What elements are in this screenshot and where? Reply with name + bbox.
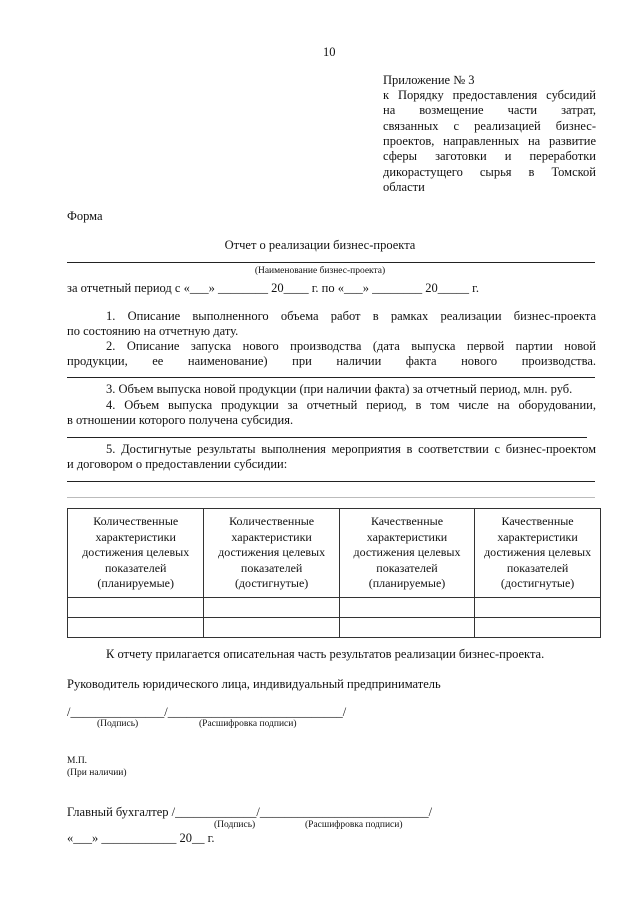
appendix-title: Приложение № 3 (383, 73, 475, 87)
item-5-line1: 5. Достигнутые результаты выполнения мероприятия в соответствии с бизнес-проектом (106, 442, 596, 456)
item-5-answer-line[interactable] (67, 481, 595, 482)
table-cell[interactable] (204, 598, 339, 618)
table-cell[interactable] (68, 618, 204, 638)
page-number: 10 (323, 45, 336, 59)
item-1-line2: по состоянию на отчетную дату. (67, 324, 239, 338)
appendix-line: дикорастущего сырья в Томской (383, 165, 596, 179)
table-header-cell: Качественные характеристики достижения целевых показателей (планируемые) (339, 509, 474, 598)
project-name-line[interactable] (67, 262, 595, 263)
form-label: Форма (67, 209, 103, 223)
table-header-row (68, 509, 601, 598)
table-cell[interactable] (339, 618, 474, 638)
appendix-last-line: области (383, 180, 425, 194)
project-name-caption: (Наименование бизнес-проекта) (254, 266, 386, 276)
table-row (68, 598, 601, 618)
results-table (67, 508, 601, 638)
accountant-decode-caption: (Расшифровка подписи) (305, 820, 403, 830)
item-4-line1: 4. Объем выпуска продукции за отчетный период, в том числе на оборудовании, (106, 398, 596, 412)
head-label: Руководитель юридического лица, индивидуальный предприниматель (67, 677, 441, 691)
table-cell[interactable] (475, 598, 601, 618)
item-4-line2: в отношении которого получена субсидия. (67, 413, 294, 427)
table-cell[interactable] (339, 598, 474, 618)
head-decode-caption: (Расшифровка подписи) (199, 719, 297, 729)
date-line[interactable]: «___» ____________ 20__ г. (67, 831, 215, 845)
item-4-answer-line[interactable] (67, 437, 587, 438)
item-2-answer-line[interactable] (67, 377, 595, 378)
report-title: Отчет о реализации бизнес-проекта (224, 238, 416, 252)
item-2-line2: продукции, ее наименование) при наличии факта нового производства. (67, 354, 596, 368)
table-cell[interactable] (475, 618, 601, 638)
table-row (68, 618, 601, 638)
head-signature-caption: (Подпись) (97, 719, 139, 729)
item-1-line1: 1. Описание выполненного объема работ в рамках реализации бизнес-проекта (106, 309, 596, 323)
appendix-line: связанных с реализацией бизнес- (383, 119, 596, 133)
table-header-cell: Качественные характеристики достижения целевых показателей (достигнутые) (475, 509, 601, 598)
accountant-signature-caption: (Подпись) (214, 820, 256, 830)
item-3: 3. Объем выпуска новой продукции (при наличии факта) за отчетный период, млн. руб. (106, 382, 573, 396)
appendix-line: на возмещение части затрат, (383, 103, 596, 117)
appendix-line: к Порядку предоставления субсидий (383, 88, 596, 102)
table-cell[interactable] (68, 598, 204, 618)
appendix-line: проектов, направленных на развитие (383, 134, 596, 148)
reporting-period: за отчетный период с «___» ________ 20____ г. по «___» ________ 20_____ г. (67, 281, 479, 295)
stamp-if-any: (При наличии) (67, 768, 127, 778)
stamp-mp: М.П. (67, 756, 88, 766)
item-5-line2: и договором о предоставлении субсидии: (67, 457, 288, 471)
table-cell[interactable] (204, 618, 339, 638)
item-5-answer-line-2[interactable] (67, 497, 595, 498)
appendix-line: сферы заготовки и переработки (383, 149, 596, 163)
table-header-cell: Количественные характеристики достижения целевых показателей (достигнутые) (204, 509, 339, 598)
item-2-line1: 2. Описание запуска нового производства (дата выпуска первой партии новой (106, 339, 596, 353)
accountant-signature-line[interactable]: Главный бухгалтер /_____________/___________________________/ (67, 805, 433, 819)
table-header-cell: Количественные характеристики достижения целевых показателей (планируемые) (68, 509, 204, 598)
head-signature-line[interactable]: /_______________/____________________________/ (67, 705, 347, 719)
attachment-note: К отчету прилагается описательная часть результатов реализации бизнес-проекта. (106, 647, 545, 661)
